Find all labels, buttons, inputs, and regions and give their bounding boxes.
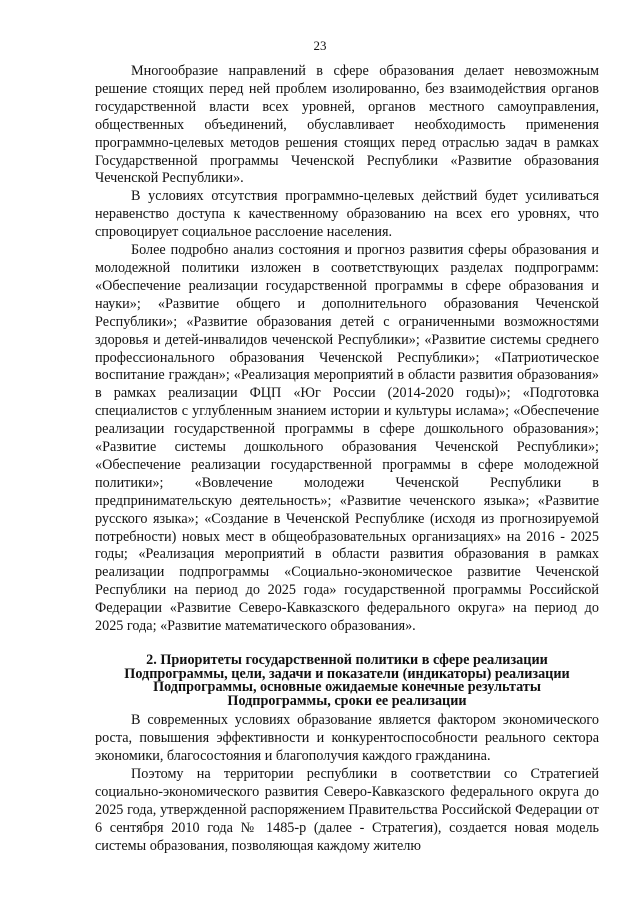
section-heading-line-1: 2. Приоритеты государственной политики в сфере реализации bbox=[146, 652, 548, 668]
paragraph-economic-growth: В современных условиях образование является фактором экономического роста, повышения эффективности и конкурентоспособности реального сектора экономики, благосостояния и благополучия каждого гражданина. bbox=[95, 712, 599, 765]
section-heading-line-4: Подпрограммы, сроки ее реализации bbox=[227, 692, 467, 709]
paragraph-diversity: Многообразие направлений в сфере образования делает невозможным решение стоящих перед ней проблем изолированно, без взаимодействия органов государственной власти всех уровней, органов местного самоуправления, общественных объединений, обуславливает необходимость применения программно-целевых методов решения стоящих перед отраслью задач в рамках Государственной программы Чеченской Республики «Развитие образования Чеченской Республики». bbox=[95, 63, 599, 187]
section-heading-line-3: Подпрограммы, основные ожидаемые конечные результаты bbox=[153, 679, 541, 696]
page-number: 23 bbox=[313, 38, 327, 53]
section-heading-line-2: Подпрограммы, цели, задачи и показатели (индикаторы) реализации bbox=[124, 665, 570, 682]
page-content bbox=[95, 63, 599, 856]
paragraph-strategy: Поэтому на территории республики в соответствии со Стратегией социально-экономического развития Северо-Кавказского федерального округа до 2025 года, утвержденной распоряжением Правительства Российской Федерации от 6 сентября 2010 года № 1485-р (далее - Стратегия), создается новая модель системы образования, позволяющая каждому жителю bbox=[95, 766, 599, 854]
paragraph-inequality: В условиях отсутствия программно-целевых действий будет усиливаться неравенство доступа к качественному образованию на всех его уровнях, что спровоцирует социальное расслоение населения. bbox=[95, 188, 599, 241]
paragraph-subprograms-list: Более подробно анализ состояния и прогноз развития сферы образования и молодежной политики изложен в соответствующих разделах подпрограмм: «Обеспечение реализации государственной программы в сфере образования и науки»; «Развитие общего и дополнительного образования Чеченской Республики»; «Развитие образования детей с ограниченными возможностями здоровья и детей-инвалидов чеченской Республики»; «Развитие системы среднего профессионального образования Чеченской Республики»; «Патриотическое воспитание граждан»; «Реализация мероприятий в области развития образования» в рамках реализации ФЦП «Юг России (2014-2020 годы)»; «Подготовка специалистов с углубленным знанием истории и культуры ислама»; «Обеспечение реализации государственной программы в сфере дошкольного образования»; «Развитие системы дошкольного образования Чеченской Республики»; «Обеспечение реализации государственной программы в сфере молодежной политики»; «Вовлечение молодежи Чеченской Республики в предпринимательскую деятельность»; «Развитие чеченского языка»; «Развитие русского языка»; «Создание в Чеченской Республике (исходя из прогнозируемой потребности) новых мест в общеобразовательных организациях» на 2016 - 2025 годы; «Реализация мероприятий в области развития образования в рамках реализации подпрограммы «Социально-экономическое развитие Чеченской Республики на период до 2025 года» государственной программы Российской Федерации «Развитие Северо-Кавказского федерального округа» на период до 2025 года; «Развитие математического образования». bbox=[95, 242, 599, 635]
section-heading bbox=[95, 654, 599, 708]
